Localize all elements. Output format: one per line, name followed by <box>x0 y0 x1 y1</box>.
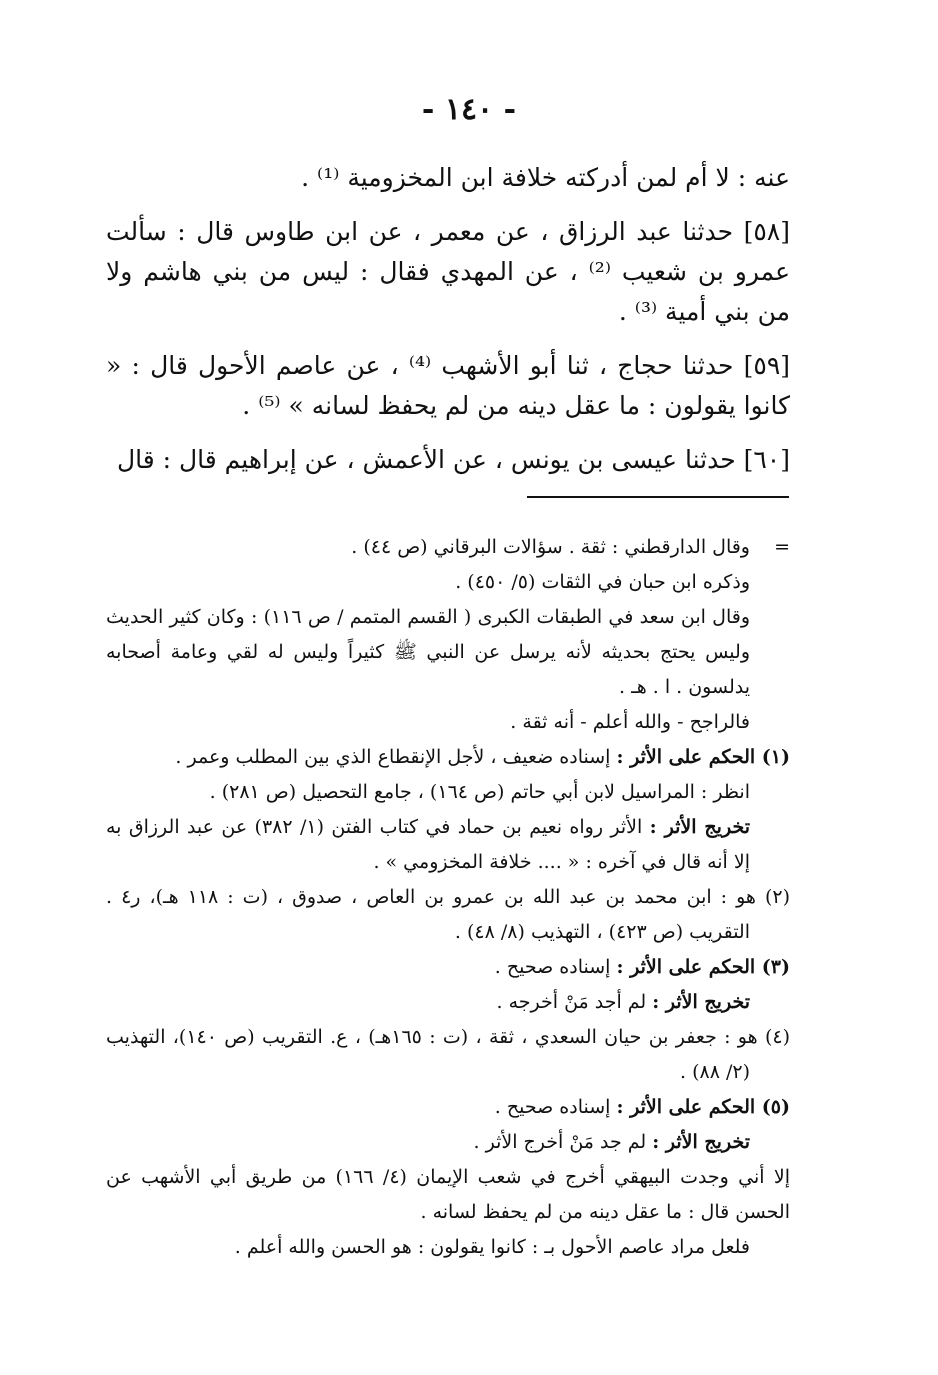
footnote-4: (٤) هو : جعفر بن حيان السعدي ، ثقة ، (ت : ١٦٥هـ) ، ع. التقريب (ص ١٤٠)، التهذيب (٢/ ٨٨) . <box>106 1026 790 1083</box>
footnote-line: إلا أني وجدت البيهقي أخرج في شعب الإيمان (٤/ ١٦٦) من طريق أبي الأشهب عن الحسن قال : ما عقل دينه من لم يحفظ لسانه . <box>106 1166 790 1223</box>
footnote-3 <box>106 950 790 985</box>
footnote-line: وذكره ابن حبان في الثقات (٥/ ٤٥٠) . <box>455 571 750 593</box>
footnote-takhrij <box>106 985 790 1020</box>
narration-58: [٥٨] حدثنا عبد الرزاق ، عن معمر ، عن ابن طاوس قال : سألت عمرو بن شعيب ⁽²⁾ ، عن المهدي فقال : ليس من بني هاشم ولا من بني أمية ⁽³⁾ . <box>106 217 790 326</box>
footnote-text: إسناده صحيح . <box>494 956 611 978</box>
footnote-text: إسناده صحيح . <box>494 1096 611 1118</box>
footnote-divider <box>527 496 789 498</box>
footnote-line: وقال ابن سعد في الطبقات الكبرى ( القسم المتمم / ص ١١٦) : وكان كثير الحديث وليس يحتج بحديثه لأنه يرسل عن النبي ﷺ كثيراً وليس له لقي وعامة أصحابه يدلسون . ا . هـ . <box>106 606 751 698</box>
footnote-2: (٢) هو : ابن محمد بن عبد الله بن عمرو بن العاص ، صدوق ، (ت : ١١٨ هـ)، ر٤ . التقريب (ص ٤٢٣) ، التهذيب (٨/ ٤٨) . <box>106 886 790 943</box>
footnote-line: فالراجح - والله أعلم - أنه ثقة . <box>510 711 750 733</box>
narration-60: [٦٠] حدثنا عيسى بن يونس ، عن الأعمش ، عن إبراهيم قال : قال <box>116 445 790 474</box>
footnote-line: وقال الدارقطني : ثقة . سؤالات البرقاني (ص ٤٤) . <box>351 536 750 558</box>
footnote-1 <box>106 740 790 775</box>
continuation-marker: = <box>774 536 790 558</box>
footnote-line: انظر : المراسيل لابن أبي حاتم (ص ١٦٤) ، جامع التحصيل (ص ٢٨١) . <box>209 781 750 803</box>
footnote-heading: (٣) الحكم على الأثر : <box>616 956 790 978</box>
footnote-text: لم أجد مَنْ أخرجه . <box>496 991 647 1013</box>
footnote-takhrij <box>106 810 790 880</box>
footnote-heading: تخريج الأثر : <box>652 991 750 1013</box>
footnote-line: فلعل مراد عاصم الأحول بـ : كانوا يقولون : هو الحسن والله أعلم . <box>234 1236 750 1258</box>
footnote-continued <box>106 530 790 565</box>
main-text <box>106 158 790 494</box>
footnote-heading: تخريج الأثر : <box>652 1131 750 1153</box>
footnote-takhrij <box>106 1125 790 1160</box>
footnote-text: لم جد مَنْ أخرج الأثر . <box>473 1131 647 1153</box>
footnote-5 <box>106 1090 790 1125</box>
footnotes <box>106 530 790 1265</box>
footnote-text: الأثر رواه نعيم بن حماد في كتاب الفتن (١/ ٣٨٢) عن عبد الرزاق به إلا أنه قال في آخره : « .... خلافة المخزومي » . <box>106 816 750 873</box>
page-number: - ١٤٠ - <box>421 92 517 127</box>
footnote-text: إسناده ضعيف ، لأجل الإنقطاع الذي بين المطلب وعمر . <box>175 746 611 768</box>
narration-59: [٥٩] حدثنا حجاج ، ثنا أبو الأشهب ⁽⁴⁾ ، عن عاصم الأحول قال : « كانوا يقولون : ما عقل دينه من لم يحفظ لسانه » ⁽⁵⁾ . <box>106 351 791 420</box>
footnote-heading: تخريج الأثر : <box>649 816 751 838</box>
footnote-heading: (١) الحكم على الأثر : <box>616 746 790 768</box>
text-line-continuation: عنه : لا أم لمن أدركته خلافة ابن المخزومية ⁽¹⁾ . <box>301 163 790 192</box>
footnote-heading: (٥) الحكم على الأثر : <box>616 1096 790 1118</box>
